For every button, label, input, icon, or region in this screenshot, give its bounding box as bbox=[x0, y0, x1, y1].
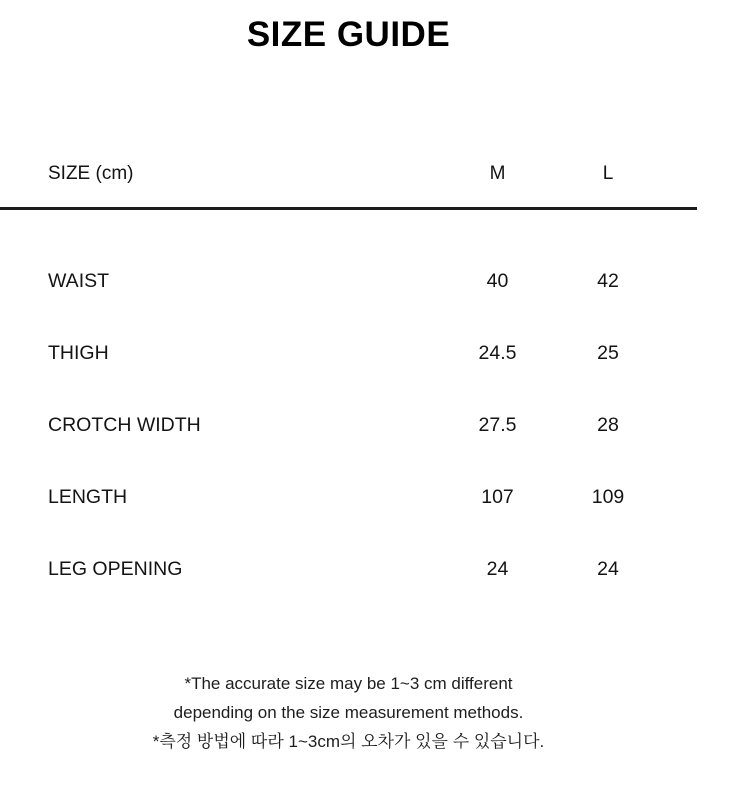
column-header-m: M bbox=[420, 141, 575, 209]
table-row-crotch-width bbox=[0, 389, 697, 461]
row-label: CROTCH WIDTH bbox=[48, 413, 201, 436]
column-header-l: L bbox=[575, 141, 641, 209]
row-spacer-cell bbox=[641, 389, 697, 461]
value-l: 24 bbox=[597, 557, 619, 580]
header-spacer-cell bbox=[641, 141, 697, 209]
footnote-line-en-1: *The accurate size may be 1~3 cm different bbox=[184, 674, 513, 693]
value-l: 109 bbox=[591, 485, 625, 508]
unit-header-cell: SIZE (cm) bbox=[0, 141, 420, 209]
value-m: 27.5 bbox=[478, 413, 517, 436]
page-title: SIZE GUIDE bbox=[246, 15, 451, 54]
row-spacer-cell bbox=[641, 317, 697, 389]
size-guide-panel bbox=[0, 14, 697, 756]
table-row-leg-opening bbox=[0, 533, 697, 605]
table-row-waist bbox=[0, 245, 697, 317]
footnotes bbox=[0, 669, 697, 756]
footnote-line-en-2: depending on the size measurement methods. bbox=[173, 703, 524, 722]
value-l: 28 bbox=[597, 413, 619, 436]
spacer-row bbox=[0, 209, 697, 246]
table-row-length bbox=[0, 461, 697, 533]
value-m: 24 bbox=[486, 557, 509, 580]
size-table bbox=[0, 141, 697, 605]
footnote-line-ko: *측정 방법에 따라 1~3cm의 오차가 있을 수 있습니다. bbox=[152, 732, 545, 751]
row-spacer-cell bbox=[641, 461, 697, 533]
size-table-header bbox=[0, 141, 697, 209]
table-row-thigh bbox=[0, 317, 697, 389]
value-m: 24.5 bbox=[478, 341, 517, 364]
value-l: 42 bbox=[597, 269, 619, 292]
row-spacer-cell bbox=[641, 533, 697, 605]
value-m: 107 bbox=[481, 485, 514, 508]
row-label: WAIST bbox=[48, 269, 110, 292]
value-l: 25 bbox=[597, 341, 619, 364]
row-label: LEG OPENING bbox=[48, 557, 183, 580]
value-m: 40 bbox=[486, 269, 509, 292]
row-label: THIGH bbox=[48, 341, 109, 364]
header-row bbox=[0, 141, 697, 209]
row-spacer-cell bbox=[641, 245, 697, 317]
size-table-body bbox=[0, 209, 697, 606]
row-label: LENGTH bbox=[48, 485, 128, 508]
